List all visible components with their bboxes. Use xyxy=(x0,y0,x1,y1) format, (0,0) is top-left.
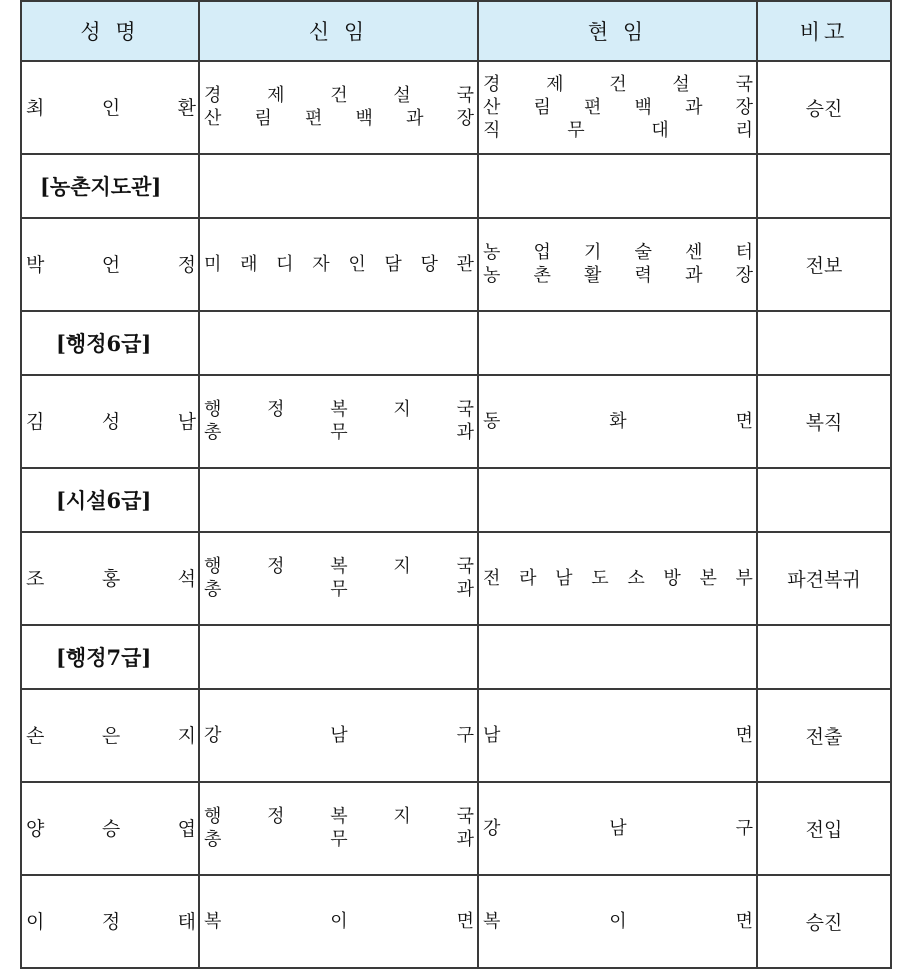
empty-cell xyxy=(199,625,478,689)
new-post-cell xyxy=(199,532,478,625)
current-post-cell xyxy=(478,782,757,875)
name-cell xyxy=(21,218,199,311)
category-label: [행정6급] xyxy=(56,331,152,356)
table-body xyxy=(21,61,891,968)
category-label-cell xyxy=(21,154,199,218)
note-cell: 승진 xyxy=(757,61,891,154)
name-cell xyxy=(21,61,199,154)
header-current-post: 현 임 xyxy=(478,1,757,61)
person-row xyxy=(21,375,891,468)
header-new-post: 신 임 xyxy=(199,1,478,61)
new-post-line: 미 래 디 자 인 담 당 관 xyxy=(204,253,474,275)
current-post-line: 강 남 구 xyxy=(483,817,753,839)
category-label: [행정7급] xyxy=(56,645,152,670)
current-post-cell xyxy=(478,61,757,154)
new-post-cell xyxy=(199,875,478,968)
category-label-cell xyxy=(21,311,199,375)
person-row xyxy=(21,875,891,968)
note-cell: 전출 xyxy=(757,689,891,782)
header-row xyxy=(21,1,891,61)
name-cell xyxy=(21,689,199,782)
person-name: 박 언 정 xyxy=(26,253,196,276)
category-row xyxy=(21,311,891,375)
person-name: 이 정 태 xyxy=(26,910,196,933)
current-post-line: 복 이 면 xyxy=(483,910,753,932)
note-cell: 전보 xyxy=(757,218,891,311)
new-post-cell xyxy=(199,782,478,875)
current-post-line: 농 촌 활 력 과 장 xyxy=(483,265,753,286)
person-name: 조 홍 석 xyxy=(26,567,196,590)
empty-cell xyxy=(757,154,891,218)
name-cell xyxy=(21,782,199,875)
current-post-line: 동 화 면 xyxy=(483,410,753,432)
category-label-cell xyxy=(21,625,199,689)
new-post-line: 행 정 복 지 국 xyxy=(204,806,474,827)
person-name: 손 은 지 xyxy=(26,724,196,747)
empty-cell xyxy=(478,625,757,689)
empty-cell xyxy=(478,154,757,218)
current-post-cell xyxy=(478,375,757,468)
category-label-cell xyxy=(21,468,199,532)
header-name: 성 명 xyxy=(21,1,199,61)
new-post-cell xyxy=(199,61,478,154)
current-post-line: 전 라 남 도 소 방 본 부 xyxy=(483,567,753,589)
new-post-line: 산 림 편 백 과 장 xyxy=(204,108,474,129)
current-post-line: 남 면 xyxy=(483,724,753,746)
name-cell xyxy=(21,375,199,468)
current-post-cell xyxy=(478,532,757,625)
note-cell: 전입 xyxy=(757,782,891,875)
current-post-line: 직 무 대 리 xyxy=(483,119,753,141)
category-label: [농촌지도관] xyxy=(40,174,162,199)
empty-cell xyxy=(199,154,478,218)
person-name: 최 인 환 xyxy=(26,96,196,119)
new-post-line: 행 정 복 지 국 xyxy=(204,556,474,577)
person-row xyxy=(21,532,891,625)
current-post-cell xyxy=(478,218,757,311)
current-post-line: 산 림 편 백 과 장 xyxy=(483,96,753,118)
note-cell: 승진 xyxy=(757,875,891,968)
current-post-line: 경 제 건 설 국 xyxy=(483,73,753,95)
new-post-cell xyxy=(199,375,478,468)
person-row xyxy=(21,61,891,154)
person-row xyxy=(21,689,891,782)
new-post-line: 총 무 과 xyxy=(204,422,474,443)
empty-cell xyxy=(199,468,478,532)
new-post-line: 강 남 구 xyxy=(204,724,474,746)
new-post-line: 행 정 복 지 국 xyxy=(204,399,474,420)
person-name: 김 성 남 xyxy=(26,410,196,433)
person-name: 양 승 엽 xyxy=(26,817,196,840)
empty-cell xyxy=(757,468,891,532)
empty-cell xyxy=(757,311,891,375)
new-post-line: 총 무 과 xyxy=(204,829,474,850)
category-row xyxy=(21,625,891,689)
new-post-cell xyxy=(199,689,478,782)
category-row xyxy=(21,468,891,532)
new-post-cell xyxy=(199,218,478,311)
category-row xyxy=(21,154,891,218)
current-post-line: 농 업 기 술 센 터 xyxy=(483,242,753,263)
name-cell xyxy=(21,875,199,968)
current-post-cell xyxy=(478,689,757,782)
name-cell xyxy=(21,532,199,625)
empty-cell xyxy=(478,468,757,532)
note-cell: 복직 xyxy=(757,375,891,468)
person-row xyxy=(21,782,891,875)
empty-cell xyxy=(478,311,757,375)
person-row xyxy=(21,218,891,311)
empty-cell xyxy=(199,311,478,375)
category-label: [시설6급] xyxy=(56,488,152,513)
new-post-line: 경 제 건 설 국 xyxy=(204,85,474,106)
empty-cell xyxy=(757,625,891,689)
new-post-line: 복 이 면 xyxy=(204,910,474,932)
header-note: 비고 xyxy=(757,1,891,61)
current-post-cell xyxy=(478,875,757,968)
new-post-line: 총 무 과 xyxy=(204,579,474,600)
note-cell: 파견복귀 xyxy=(757,532,891,625)
personnel-table xyxy=(20,0,892,969)
